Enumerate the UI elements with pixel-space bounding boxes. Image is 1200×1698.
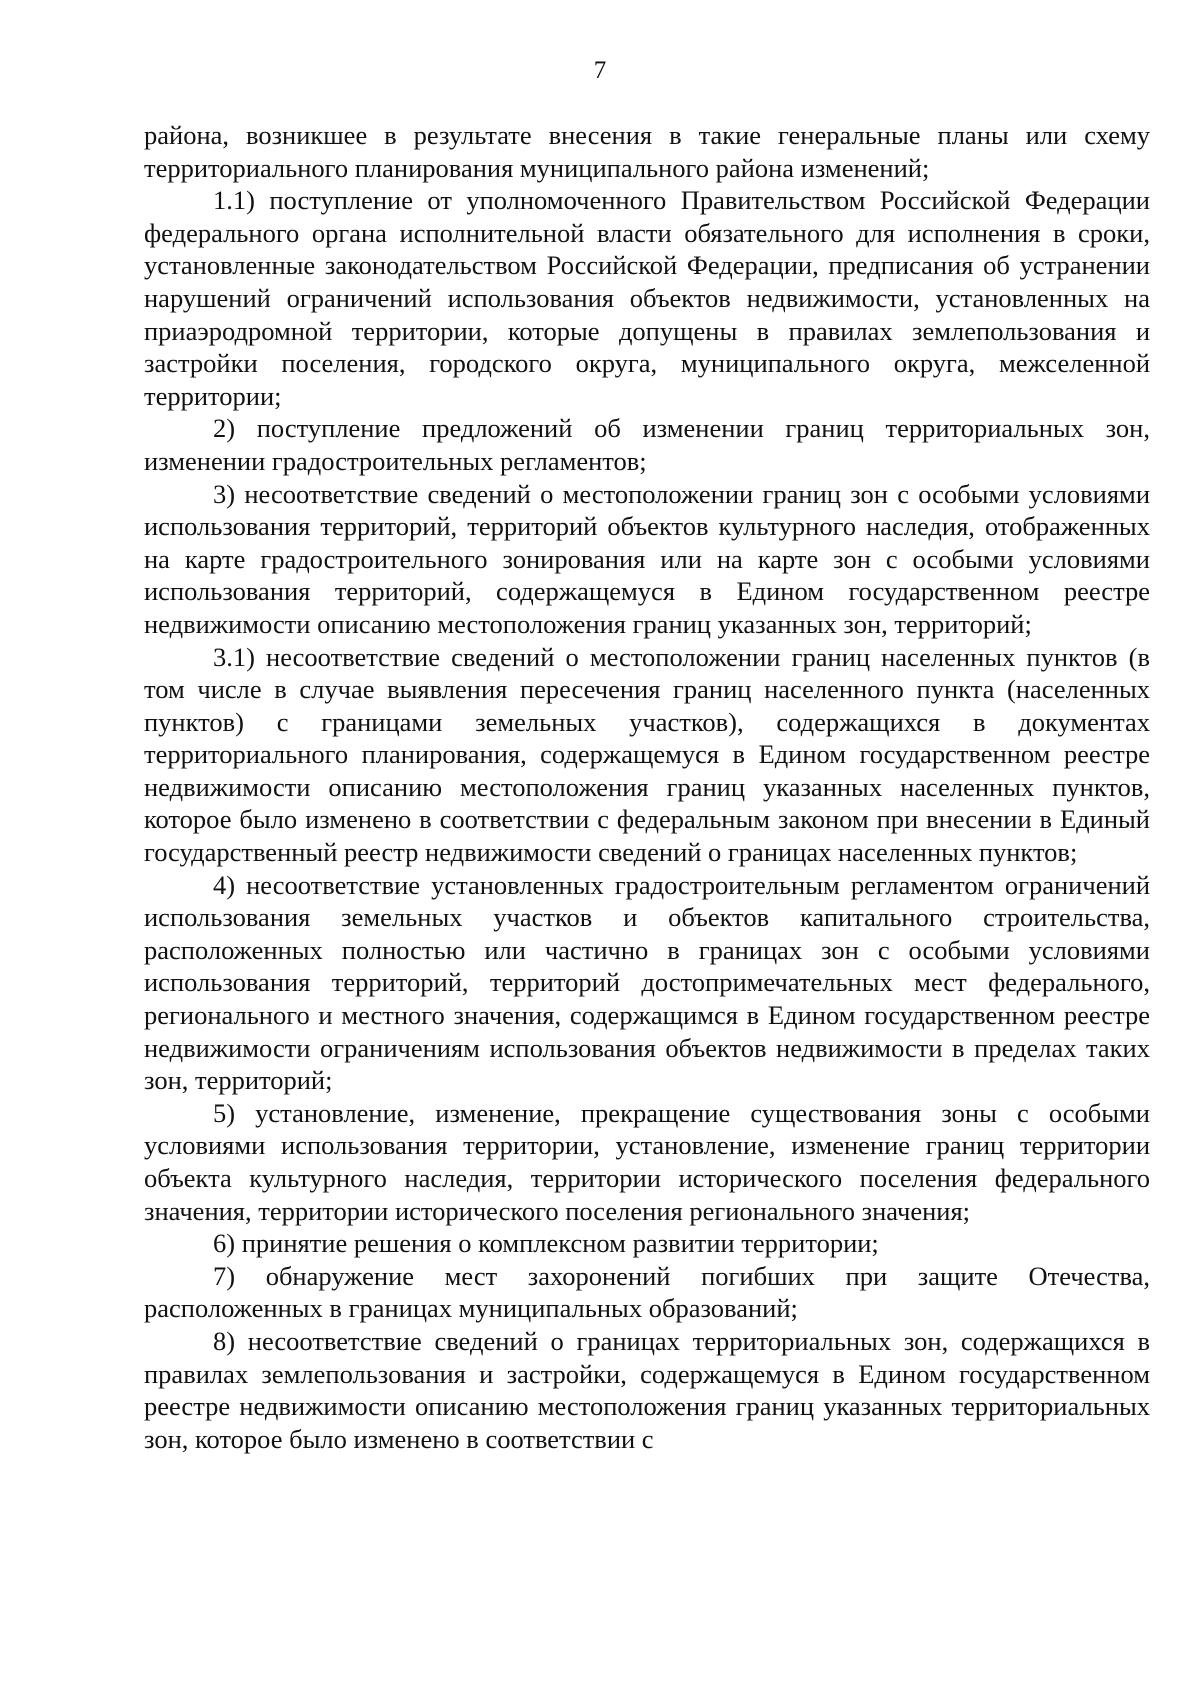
paragraph-item-7: 7) обнаружение мест захоронений погибших при защите Отечества, расположенных в границах муниципальных образований; <box>144 1260 1150 1324</box>
page-number: 7 <box>593 57 607 84</box>
paragraph-item-2: 2) поступление предложений об изменении границ территориальных зон, изменении градостроительных регламентов; <box>144 413 1150 476</box>
paragraph-continuation: района, возникшее в результате внесения в такие генеральные планы или схему территориального планирования муниципального района изменений; <box>144 120 1150 183</box>
paragraph-item-3: 3) несоответствие сведений о местоположении границ зон с особыми условиями использования территорий, территорий объектов культурного наследия, отображенных на карте градостроительного зонирования или на карте зон с особыми условиями использования территорий, содержащемуся в Едином государственном реестре недвижимости описанию местоположения границ указанных зон, территорий; <box>144 478 1150 639</box>
paragraph-item-4: 4) несоответствие установленных градостроительным регламентом ограничений использования земельных участков и объектов капитального строительства, расположенных полностью или частично в границах зон с особыми условиями использования территорий, территорий достопримечательных мест федерального, регионального и местного значения, содержащимся в Едином государственном реестре недвижимости ограничениям использования объектов недвижимости в пределах таких зон, территорий; <box>144 869 1150 1096</box>
paragraph-item-5: 5) установление, изменение, прекращение существования зоны с особыми условиями использования территории, установление, изменение границ территории объекта культурного наследия, территории исторического поселения федерального значения, территории исторического поселения регионального значения; <box>144 1097 1150 1226</box>
paragraph-item-6: 6) принятие решения о комплексном развитии территории; <box>213 1228 879 1259</box>
paragraph-item-1-1: 1.1) поступление от уполномоченного Правительством Российской Федерации федерального органа исполнительной власти обязательного для исполнения в сроки, установленные законодательством Российской Федерации, предписания об устранении нарушений ограничений использования объектов недвижимости, установленных на приаэродромной территории, которые допущены в правилах землепользования и застройки поселения, городского округа, муниципального округа, межселенной территории; <box>144 185 1150 411</box>
paragraph-item-8: 8) несоответствие сведений о границах территориальных зон, содержащихся в правилах землепользования и застройки, содержащемуся в Едином государственном реестре недвижимости описанию местоположения границ указанных территориальных зон, которое было изменено в соответствии с <box>144 1325 1150 1454</box>
document-body <box>144 119 1150 1455</box>
paragraph-item-3-1: 3.1) несоответствие сведений о местоположении границ населенных пунктов (в том числе в случае выявления пересечения границ населенного пункта (населенных пунктов) с границами земельных участков), содержащихся в документах территориального планирования, содержащемуся в Едином государственном реестре недвижимости описанию местоположения границ указанных населенных пунктов, которое было изменено в соответствии с федеральным законом при внесении в Единый государственный реестр недвижимости сведений о границах населенных пунктов; <box>144 641 1150 868</box>
